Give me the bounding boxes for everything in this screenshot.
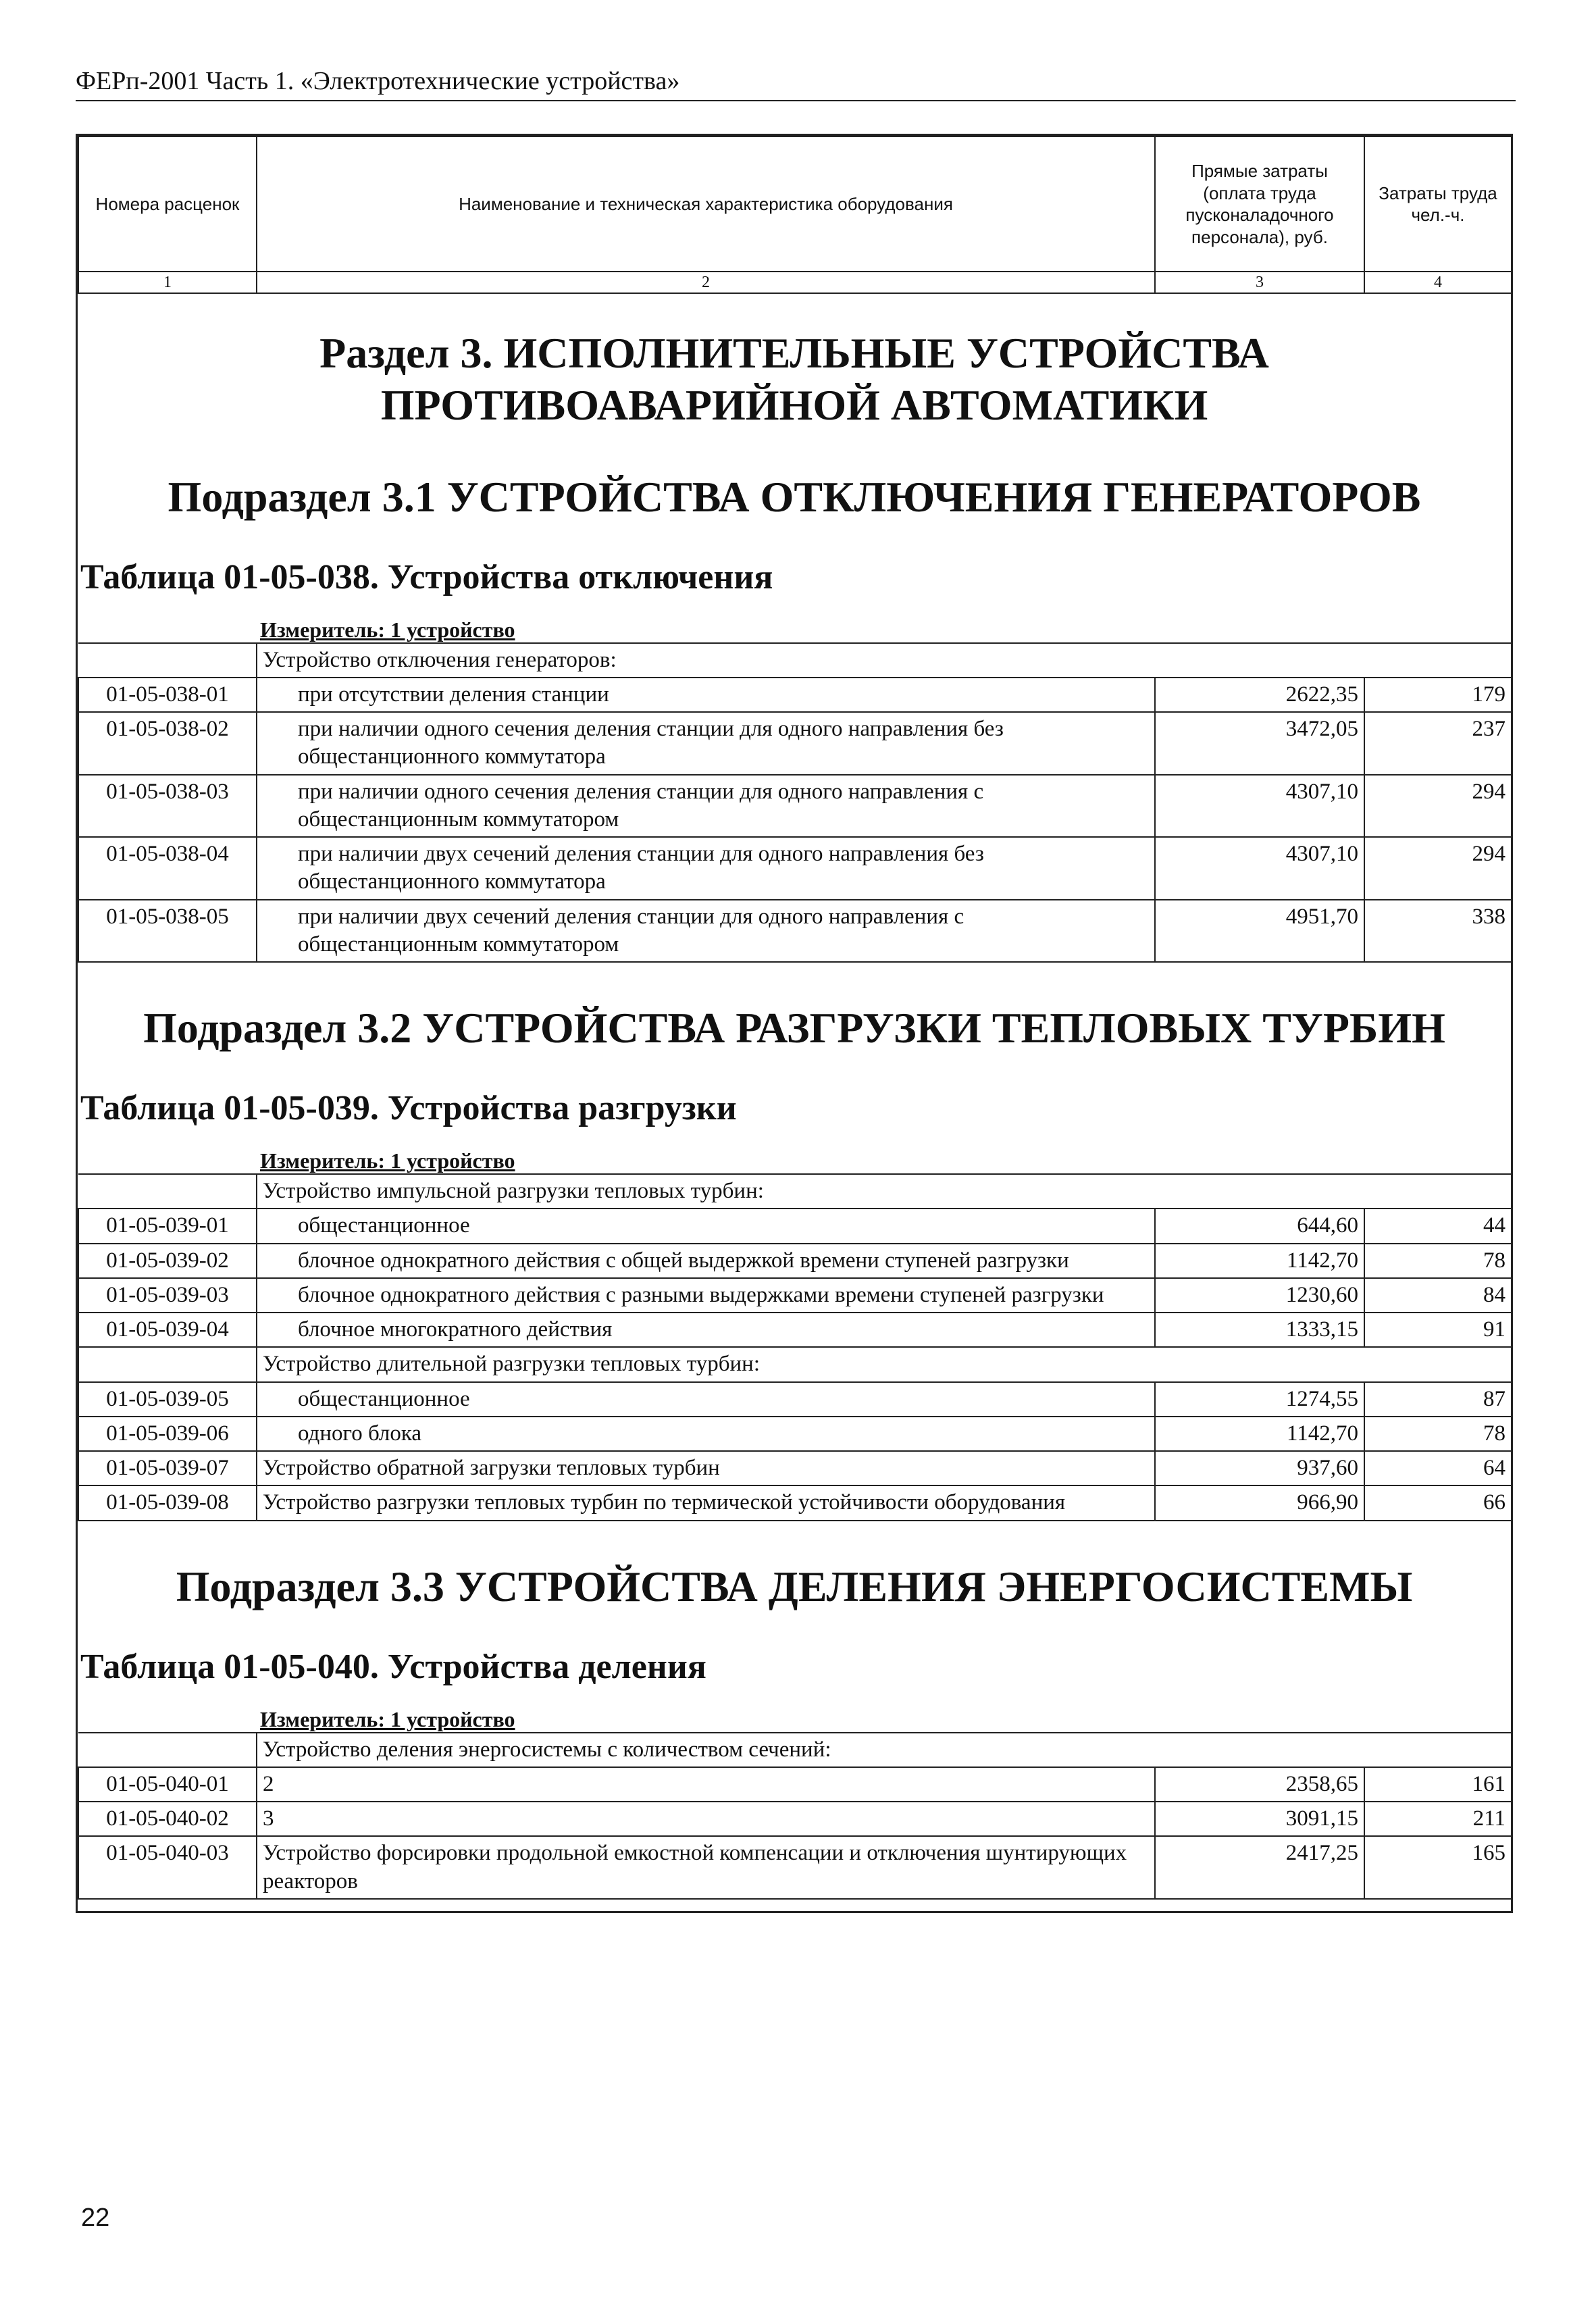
rate-code: 01-05-039-02 — [78, 1244, 257, 1278]
col-number: 4 — [1364, 272, 1512, 293]
table-row — [78, 1278, 1512, 1313]
rate-labor: 211 — [1364, 1802, 1512, 1836]
rate-code: 01-05-039-01 — [78, 1209, 257, 1243]
rate-code: 01-05-039-06 — [78, 1417, 257, 1451]
column-header-table — [78, 136, 1512, 294]
table-row — [78, 712, 1512, 775]
col-number: 1 — [78, 272, 257, 293]
rate-description: 2 — [257, 1767, 1155, 1802]
table-row — [78, 1244, 1512, 1278]
rate-description: при наличии двух сечений деления станции для одного направления с общестанционным коммутатором — [257, 900, 1155, 963]
rate-description: Устройство разгрузки тепловых турбин по термической устойчивости оборудования — [257, 1485, 1155, 1520]
rate-code: 01-05-040-02 — [78, 1802, 257, 1836]
rate-cost: 1142,70 — [1155, 1244, 1364, 1278]
rate-code: 01-05-038-05 — [78, 900, 257, 963]
rate-cost: 644,60 — [1155, 1209, 1364, 1243]
rate-code: 01-05-038-02 — [78, 712, 257, 775]
rate-cost: 2358,65 — [1155, 1767, 1364, 1802]
table-row — [78, 1209, 1512, 1243]
meter-038: Измеритель: 1 устройство — [260, 617, 515, 642]
rate-code: 01-05-040-03 — [78, 1836, 257, 1899]
subsection-title-3-2: Подраздел 3.2 УСТРОЙСТВА РАЗГРУЗКИ ТЕПЛОВЫХ ТУРБИН — [143, 1004, 1445, 1052]
rate-description: при наличии одного сечения деления станции для одного направления без общестанционного коммутатора — [257, 712, 1155, 775]
rate-description: общестанционное — [257, 1382, 1155, 1417]
rate-code: 01-05-038-03 — [78, 775, 257, 838]
rate-labor: 66 — [1364, 1485, 1512, 1520]
rate-code: 01-05-039-03 — [78, 1278, 257, 1313]
table-title-038: Таблица 01-05-038. Устройства отключения — [80, 557, 773, 596]
rate-cost: 4307,10 — [1155, 775, 1364, 838]
table-title-039: Таблица 01-05-039. Устройства разгрузки — [80, 1089, 737, 1128]
rate-labor: 165 — [1364, 1836, 1512, 1899]
rate-labor: 338 — [1364, 900, 1512, 963]
col-header-code: Номера расценок — [78, 136, 257, 272]
rate-description: при наличии одного сечения деления станции для одного направления с общестанционным коммутатором — [257, 775, 1155, 838]
group-label: Устройство импульсной разгрузки тепловых турбин: — [257, 1174, 1512, 1209]
rate-labor: 64 — [1364, 1451, 1512, 1485]
rate-cost: 1333,15 — [1155, 1313, 1364, 1347]
table-038 — [78, 642, 1512, 963]
rate-code: 01-05-039-05 — [78, 1382, 257, 1417]
rate-cost: 2417,25 — [1155, 1836, 1364, 1899]
table-row — [78, 1451, 1512, 1485]
rate-cost: 937,60 — [1155, 1451, 1364, 1485]
rate-cost: 1274,55 — [1155, 1382, 1364, 1417]
meter-040: Измеритель: 1 устройство — [260, 1706, 515, 1731]
rate-description: 3 — [257, 1802, 1155, 1836]
rate-description: при отсутствии деления станции — [257, 678, 1155, 712]
table-row — [78, 1313, 1512, 1347]
section-title: Раздел 3. ИСПОЛНИТЕЛЬНЫЕ УСТРОЙСТВА ПРОТИВОАВАРИЙНОЙ АВТОМАТИКИ — [319, 329, 1269, 429]
table-row — [78, 900, 1512, 963]
table-row — [78, 1485, 1512, 1520]
table-title-040: Таблица 01-05-040. Устройства деления — [80, 1647, 706, 1686]
rate-code: 01-05-038-01 — [78, 678, 257, 712]
rate-cost: 1142,70 — [1155, 1417, 1364, 1451]
table-039 — [78, 1173, 1512, 1521]
table-row — [78, 775, 1512, 838]
rate-description: блочное однократного действия с общей выдержкой времени ступеней разгрузки — [257, 1244, 1155, 1278]
subsection-title-3-1: Подраздел 3.1 УСТРОЙСТВА ОТКЛЮЧЕНИЯ ГЕНЕРАТОРОВ — [168, 472, 1421, 521]
rate-code: 01-05-039-04 — [78, 1313, 257, 1347]
rate-labor: 78 — [1364, 1417, 1512, 1451]
rate-description: блочное многократного действия — [257, 1313, 1155, 1347]
rate-labor: 84 — [1364, 1278, 1512, 1313]
rate-labor: 161 — [1364, 1767, 1512, 1802]
col-header-cost: Прямые затраты (оплата труда пусконаладочного персонала), руб. — [1155, 136, 1364, 272]
rate-labor: 78 — [1364, 1244, 1512, 1278]
table-row — [78, 1382, 1512, 1417]
subsection-title-3-3: Подраздел 3.3 УСТРОЙСТВА ДЕЛЕНИЯ ЭНЕРГОСИСТЕМЫ — [176, 1562, 1413, 1610]
group-label: Устройство длительной разгрузки тепловых турбин: — [257, 1347, 1512, 1381]
page-number: 22 — [81, 2204, 110, 2232]
rate-labor: 179 — [1364, 678, 1512, 712]
rate-labor: 87 — [1364, 1382, 1512, 1417]
rate-description: Устройство обратной загрузки тепловых турбин — [257, 1451, 1155, 1485]
rate-labor: 294 — [1364, 837, 1512, 900]
rate-cost: 966,90 — [1155, 1485, 1364, 1520]
col-header-name: Наименование и техническая характеристика оборудования — [257, 136, 1155, 272]
rate-description: Устройство форсировки продольной емкостной компенсации и отключения шунтирующих реакторов — [257, 1836, 1155, 1899]
col-number: 3 — [1155, 272, 1364, 293]
table-040 — [78, 1732, 1512, 1900]
rate-description: при наличии двух сечений деления станции для одного направления без общестанционного коммутатора — [257, 837, 1155, 900]
rate-code: 01-05-039-08 — [78, 1485, 257, 1520]
rate-labor: 237 — [1364, 712, 1512, 775]
group-label: Устройство деления энергосистемы с количеством сечений: — [257, 1733, 1512, 1767]
rate-cost: 1230,60 — [1155, 1278, 1364, 1313]
rate-cost: 4307,10 — [1155, 837, 1364, 900]
rate-code: 01-05-039-07 — [78, 1451, 257, 1485]
rate-description: блочное однократного действия с разными выдержками времени ступеней разгрузки — [257, 1278, 1155, 1313]
document-frame — [76, 134, 1513, 1913]
rate-cost: 3472,05 — [1155, 712, 1364, 775]
rate-code: 01-05-038-04 — [78, 837, 257, 900]
rate-cost: 4951,70 — [1155, 900, 1364, 963]
table-row — [78, 1767, 1512, 1802]
col-number: 2 — [257, 272, 1155, 293]
table-row — [78, 1417, 1512, 1451]
rate-labor: 294 — [1364, 775, 1512, 838]
meter-039: Измеритель: 1 устройство — [260, 1148, 515, 1173]
table-row — [78, 1802, 1512, 1836]
col-header-labor: Затраты труда чел.-ч. — [1364, 136, 1512, 272]
rate-cost: 3091,15 — [1155, 1802, 1364, 1836]
rate-cost: 2622,35 — [1155, 678, 1364, 712]
rate-code: 01-05-040-01 — [78, 1767, 257, 1802]
rate-description: общестанционное — [257, 1209, 1155, 1243]
group-label: Устройство отключения генераторов: — [257, 643, 1512, 678]
rate-description: одного блока — [257, 1417, 1155, 1451]
table-row — [78, 678, 1512, 712]
table-row — [78, 837, 1512, 900]
rate-labor: 44 — [1364, 1209, 1512, 1243]
table-row — [78, 1836, 1512, 1899]
page-header: ФЕРп-2001 Часть 1. «Электротехнические устройства» — [76, 66, 1516, 101]
rate-labor: 91 — [1364, 1313, 1512, 1347]
